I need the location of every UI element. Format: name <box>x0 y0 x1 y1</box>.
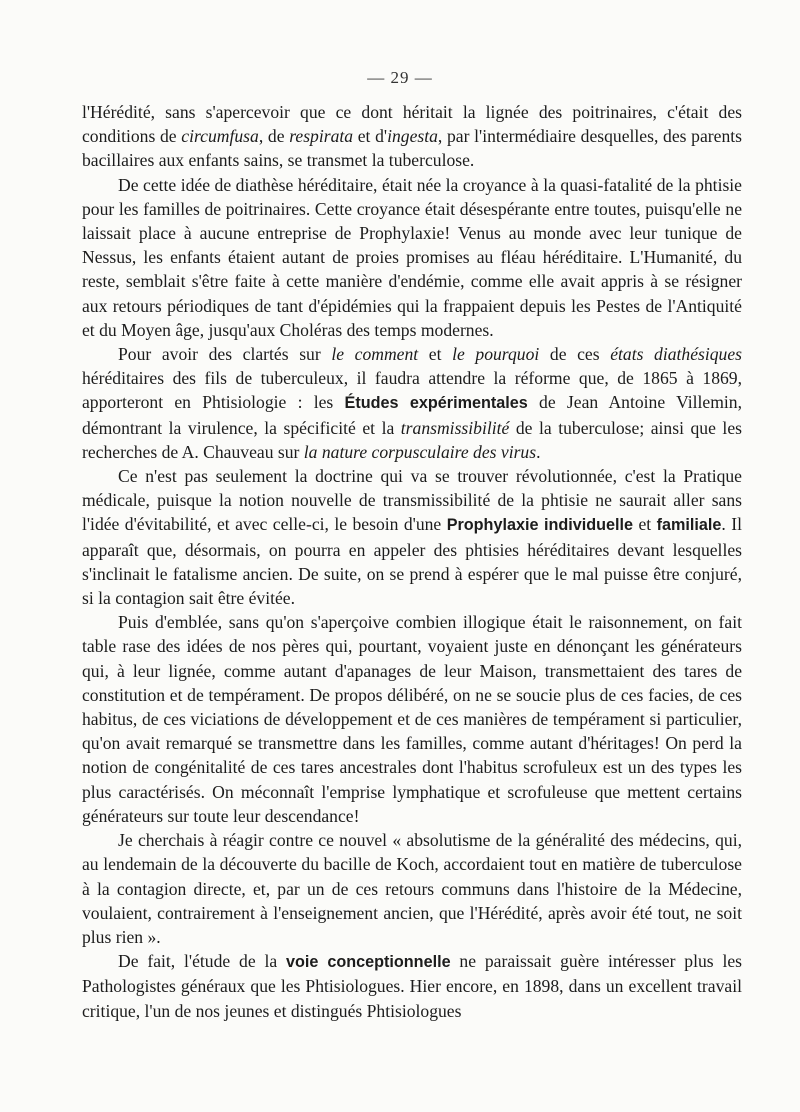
italic-text: circumfusa <box>181 126 259 147</box>
text-run: de Jean Antoine Villemin, démontrant la virulence, la spécificité et la <box>82 392 742 438</box>
bold-text: familiale <box>656 516 722 535</box>
italic-text: respirata <box>289 126 354 147</box>
text-run: Ce n'est pas seulement la doctrine qui va se trouver révolutionnée, c'est la Pratique médicale, puisque la notion nouvelle de transmissibilité de la phtisie ne saurait aller sans l'idée d'évitabilité, et avec celle-ci, le besoin d'une <box>82 466 742 535</box>
paragraph <box>82 100 742 173</box>
text-run: et <box>418 344 453 365</box>
bold-text: Études expérimentales <box>344 394 528 413</box>
bold-text: voie conceptionnelle <box>286 953 451 972</box>
text-run: ne paraissait guère intéresser plus les Pathologistes généraux que les Phtisiologues. Hier encore, en 1898, dans un excellent travail critique, l'un de nos jeunes et distingués Phtisiologues <box>82 951 743 1021</box>
text-run: l'Hérédité, sans s'apercevoir que ce dont héritait la lignée des poitrinaires, c'était des conditions de <box>82 102 742 147</box>
text-run: De cette idée de diathèse héréditaire, était née la croyance à la quasi-fatalité de la phtisie pour les familles de poitrinaires. Cette croyance était désespérante entre toutes, puisqu'elle ne laissait place à aucune entreprise de Prophylaxie! Venus au monde avec leur tunique de Nessus, les enfants étaient autant de proies promises au fléau héréditaire. L'Humanité, du reste, semblait s'être faite à cette manière d'endémie, comme elle avait appris à se résigner aux retours périodiques de tant d'épidémies qui la frappaient depuis les Pestes de l'Antiquité et du Moyen âge, jusqu'aux Choléras des temps modernes. <box>82 174 742 340</box>
bold-text: Prophylaxie individuelle <box>446 516 634 535</box>
text-run: de la tuberculose; ainsi que les recherches de A. Chauveau sur <box>82 417 742 462</box>
italic-text: le pourquoi <box>452 344 540 365</box>
text-run: . Il apparaît que, désormais, on pourra en appeler des phtisies héréditaires devant lesquelles s'inclinait le fatalisme ancien. De suite, on se prend à espérer que le mal puisse être conjuré, si la contagion sait être évitée. <box>82 514 743 609</box>
text-run: Je cherchais à réagir contre ce nouvel « absolutisme de la généralité des médecins, qui, au lendemain de la découverte du bacille de Koch, accordaient tout en matière de tuberculose à la contagion directe, et, par un de ces retours communs dans l'histoire de la Médecine, voulaient, contrairement à l'enseignement ancien, que l'Hérédité, après avoir été tout, ne soit plus rien ». <box>82 830 742 947</box>
text-run: , de <box>258 126 290 147</box>
page-number: — 29 — <box>367 68 433 87</box>
text-run: De fait, l'étude de la <box>118 951 287 972</box>
italic-text: la nature corpusculaire des virus <box>303 441 537 462</box>
italic-text: le comment <box>331 344 419 365</box>
italic-text: transmissibilité <box>400 417 510 438</box>
text-run: Puis d'emblée, sans qu'on s'aperçoive combien illogique était le raisonnement, on fait table rase des idées de nos pères qui, pourtant, voyaient juste en dénonçant les générateurs qui, à leur lignée, comme autant d'apanages de leur Maison, transmettaient des tares de constitution et de tempérament. De propos délibéré, on ne se soucie plus de ces facies, de ces habitus, de ces viciations de développement et de ces manières de tempérament si particulier, qu'on avait remarqué se transmettre dans les familles, comme autant d'héritages! On perd la notion de congénitalité de ces tares ancestrales dont l'habitus scrofuleux est un des types les plus caractérisés. On méconnaît l'emprise lymphatique et scrofuleuse que mettent certains générateurs sur toute leur descendance! <box>82 612 742 826</box>
text-run: et <box>633 514 657 535</box>
text-run: . <box>536 441 541 462</box>
paragraph <box>82 828 742 949</box>
text-run: , par l'intermédiaire desquelles, des parents bacillaires aux enfants sains, se transmet la tuberculose. <box>82 126 742 171</box>
text-run: Pour avoir des clartés sur <box>118 344 332 365</box>
text-run: de ces <box>539 344 611 365</box>
text-run: héréditaires des fils de tuberculeux, il faudra attendre la réforme que, de 1865 à 1869, apporteront en Phtisiologie : les <box>82 368 742 413</box>
paragraph <box>82 464 742 610</box>
italic-text: états diathésiques <box>610 344 743 365</box>
paragraph <box>82 949 742 1023</box>
paragraph <box>82 173 742 342</box>
italic-text: ingesta <box>387 126 438 147</box>
paragraph <box>82 342 742 464</box>
paragraph <box>82 610 742 828</box>
body-text <box>82 100 742 1023</box>
text-run: et d' <box>353 126 388 147</box>
